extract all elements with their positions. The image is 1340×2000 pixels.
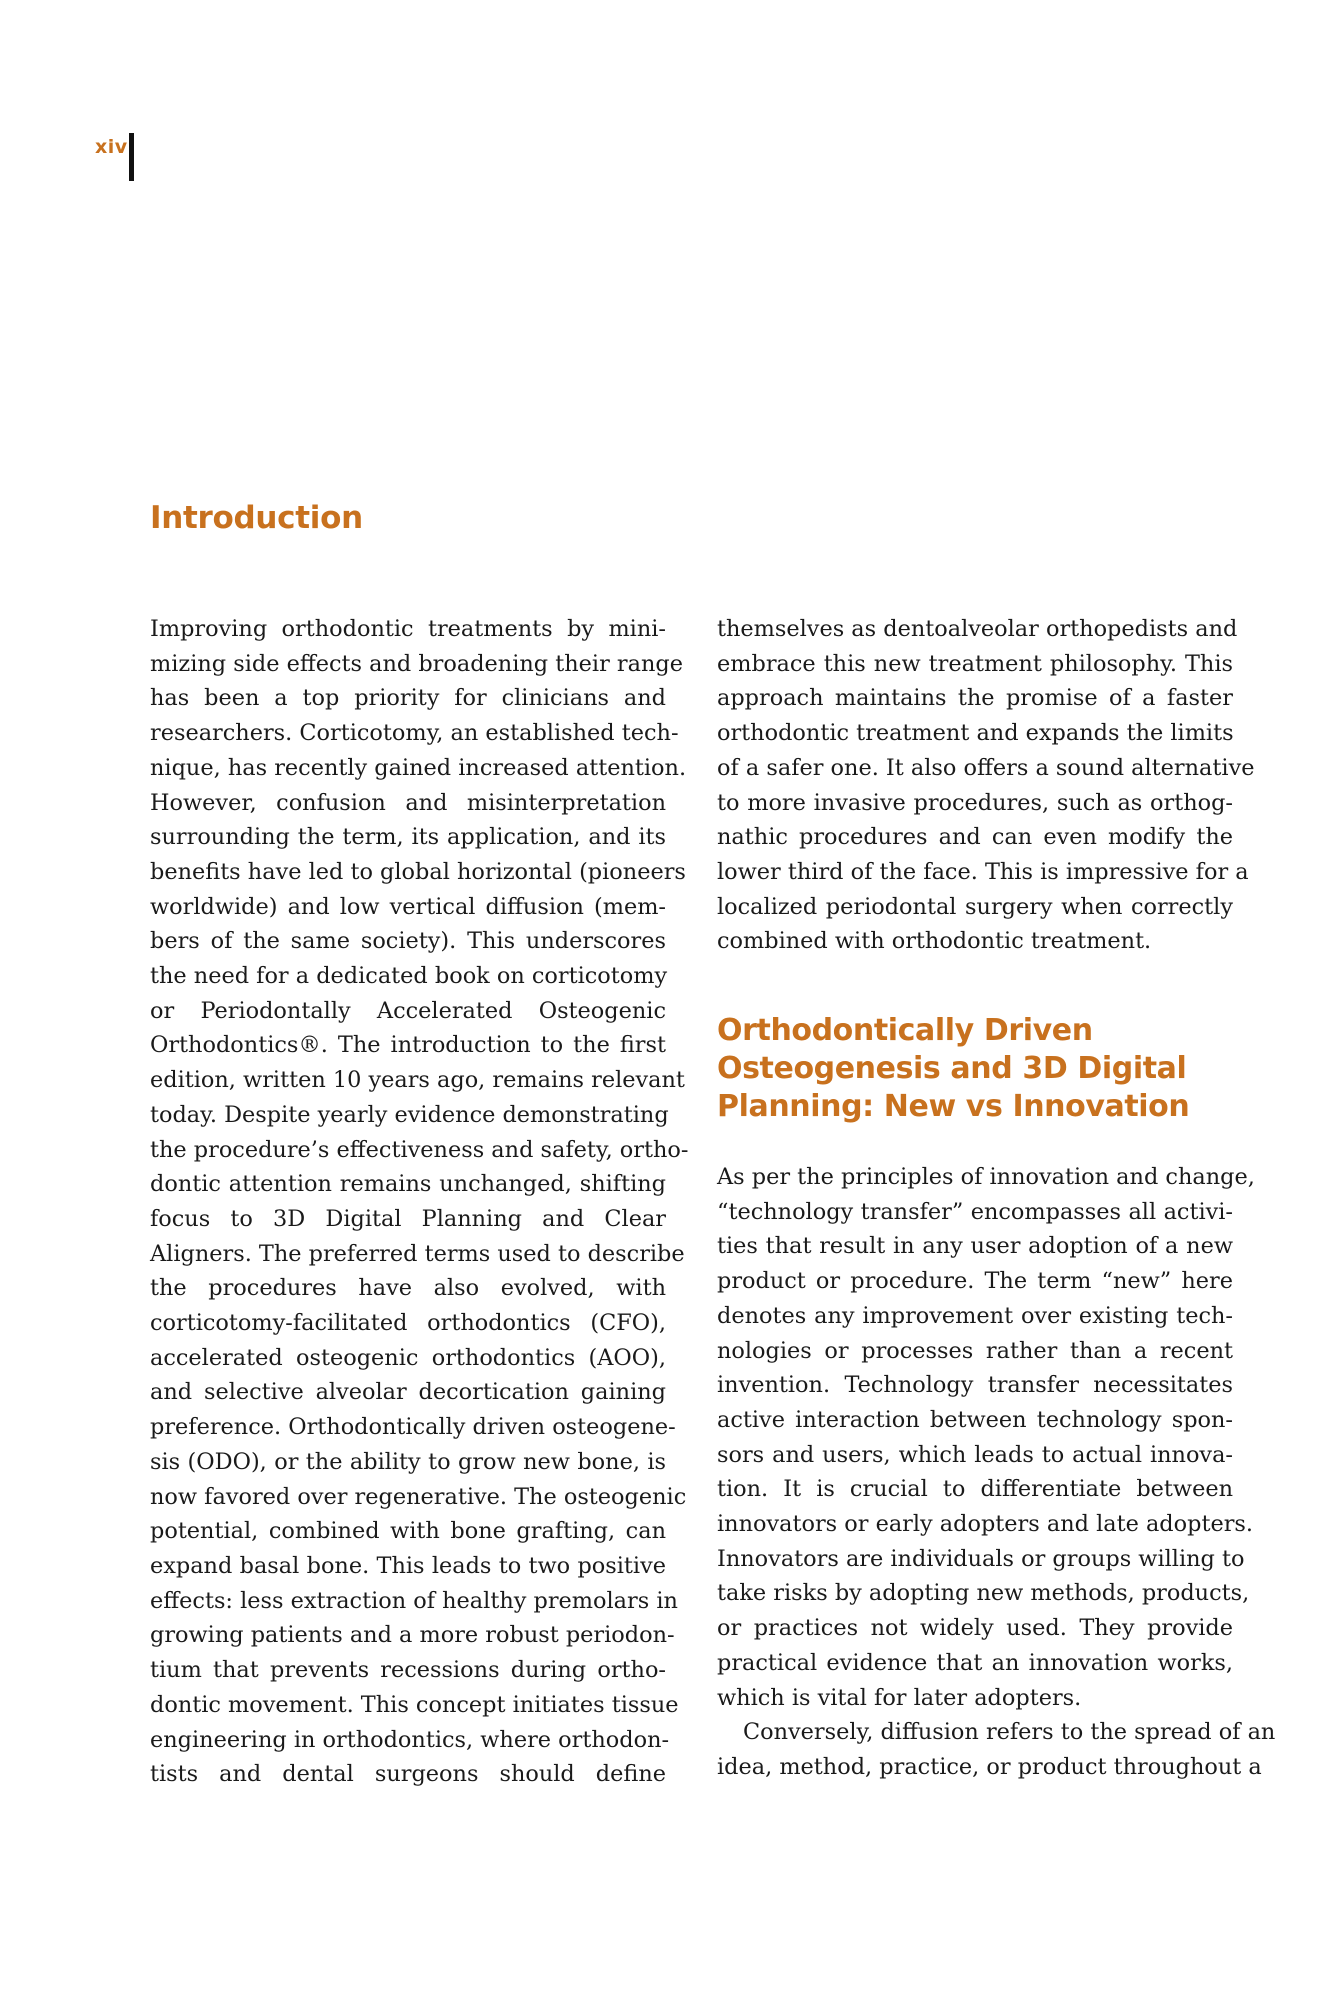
text-line: the procedures have also evolved, with <box>150 1275 666 1302</box>
text-line: lower third of the face. This is impressive for a <box>717 858 1249 885</box>
text-line: tists and dental surgeons should define <box>150 1761 666 1788</box>
text-line: Innovators are individuals or groups willing to <box>717 1545 1245 1572</box>
text-line: nique, has recently gained increased attention. <box>150 754 687 781</box>
text-line: benefits have led to global horizontal (pioneers <box>150 858 686 885</box>
text-line: to more invasive procedures, such as orthog- <box>717 789 1233 816</box>
text-line: preference. Orthodontically driven osteogene- <box>150 1414 676 1441</box>
text-line: approach maintains the promise of a faster <box>717 685 1233 712</box>
text-line: effects: less extraction of healthy premolars in <box>150 1587 678 1614</box>
text-line: mizing side effects and broadening their range <box>150 650 683 677</box>
text-line: take risks by adopting new methods, products, <box>717 1580 1250 1607</box>
text-line: sis (ODO), or the ability to grow new bone, is <box>150 1448 666 1475</box>
text-line: As per the principles of innovation and change, <box>717 1164 1255 1190</box>
text-line: practical evidence that an innovation works, <box>717 1649 1233 1676</box>
text-line: embrace this new treatment philosophy. This <box>717 650 1233 677</box>
text-line: dontic attention remains unchanged, shifting <box>150 1171 666 1198</box>
text-line: However, confusion and misinterpretation <box>150 789 666 816</box>
text-line: tium that prevents recessions during ortho- <box>150 1657 666 1684</box>
text-line: corticotomy-facilitated orthodontics (CFO), <box>150 1310 666 1337</box>
text-line: today. Despite yearly evidence demonstrating <box>150 1101 669 1128</box>
odo-body <box>717 1160 1276 1785</box>
text-line: or practices not widely used. They provide <box>717 1615 1233 1642</box>
text-line: product or procedure. The term “new” here <box>717 1268 1233 1295</box>
text-line: of a safer one. It also offers a sound alternative <box>717 754 1255 781</box>
text-line: Aligners. The preferred terms used to describe <box>150 1240 685 1267</box>
text-line: potential, combined with bone grafting, can <box>150 1518 666 1545</box>
text-line: the procedure’s effectiveness and safety, ortho- <box>150 1136 689 1163</box>
text-line: edition, written 10 years ago, remains relevant <box>150 1067 685 1094</box>
text-line: which is vital for later adopters. <box>717 1684 1082 1711</box>
text-line: Conversely, diffusion refers to the spread of an <box>743 1719 1276 1746</box>
introduction-continuation <box>717 612 1255 959</box>
text-line: accelerated osteogenic orthodontics (AOO), <box>150 1344 666 1371</box>
text-line: nologies or processes rather than a recent <box>717 1337 1233 1364</box>
section-heading-odo <box>717 1012 1237 1126</box>
text-line: has been a top priority for clinicians and <box>150 685 666 712</box>
text-line: researchers. Corticotomy, an established tech- <box>150 720 679 747</box>
text-line: orthodontic treatment and expands the limits <box>717 720 1234 747</box>
text-line: bers of the same society). This underscores <box>150 928 666 955</box>
text-line: themselves as dentoalveolar orthopedists and <box>717 616 1238 642</box>
introduction-paragraph <box>150 612 689 1792</box>
text-line: surrounding the term, its application, and its <box>150 824 666 851</box>
text-line: Improving orthodontic treatments by mini- <box>150 616 666 642</box>
text-line: expand basal bone. This leads to two positive <box>150 1552 666 1579</box>
text-line: sors and users, which leads to actual innova- <box>717 1441 1233 1468</box>
heading-line: Osteogenesis and 3D Digital <box>717 1051 1187 1086</box>
text-line: growing patients and a more robust periodon- <box>150 1622 675 1649</box>
text-line: the need for a dedicated book on corticotomy <box>150 963 668 990</box>
odo-paragraph-2 <box>717 1715 1276 1784</box>
page-number: xiv <box>95 136 128 158</box>
text-line: Orthodontics®. The introduction to the first <box>150 1032 666 1059</box>
text-line: now favored over regenerative. The osteogenic <box>150 1483 687 1510</box>
text-line: invention. Technology transfer necessitates <box>717 1372 1233 1399</box>
text-line: and selective alveolar decortication gaining <box>150 1379 666 1406</box>
text-line: “technology transfer” encompasses all activi- <box>717 1198 1233 1225</box>
text-line: dontic movement. This concept initiates tissue <box>150 1691 679 1718</box>
text-line: tion. It is crucial to differentiate between <box>717 1476 1233 1503</box>
introduction-body <box>150 612 689 1792</box>
text-line: active interaction between technology spon- <box>717 1406 1233 1433</box>
page-number-divider <box>129 133 134 181</box>
text-line: or Periodontally Accelerated Osteogenic <box>150 997 666 1024</box>
heading-line: Orthodontically Driven <box>717 1013 1093 1048</box>
text-line: worldwide) and low vertical diffusion (mem- <box>150 893 666 920</box>
heading-line: Planning: New vs Innovation <box>717 1089 1190 1124</box>
text-line: nathic procedures and can even modify the <box>717 824 1233 851</box>
introduction-heading: Introduction <box>150 500 363 536</box>
text-line: localized periodontal surgery when correctly <box>717 893 1233 920</box>
text-line: engineering in orthodontics, where orthodon- <box>150 1726 670 1753</box>
text-line: idea, method, practice, or product throughout a <box>717 1753 1262 1780</box>
text-line: denotes any improvement over existing tech- <box>717 1302 1233 1329</box>
text-line: focus to 3D Digital Planning and Clear <box>150 1205 666 1232</box>
text-line: ties that result in any user adoption of a new <box>717 1233 1233 1260</box>
text-line: combined with orthodontic treatment. <box>717 928 1152 955</box>
odo-paragraph-1 <box>717 1160 1255 1715</box>
text-line: innovators or early adopters and late adopters. <box>717 1511 1254 1538</box>
introduction-paragraph-continued <box>717 612 1255 959</box>
